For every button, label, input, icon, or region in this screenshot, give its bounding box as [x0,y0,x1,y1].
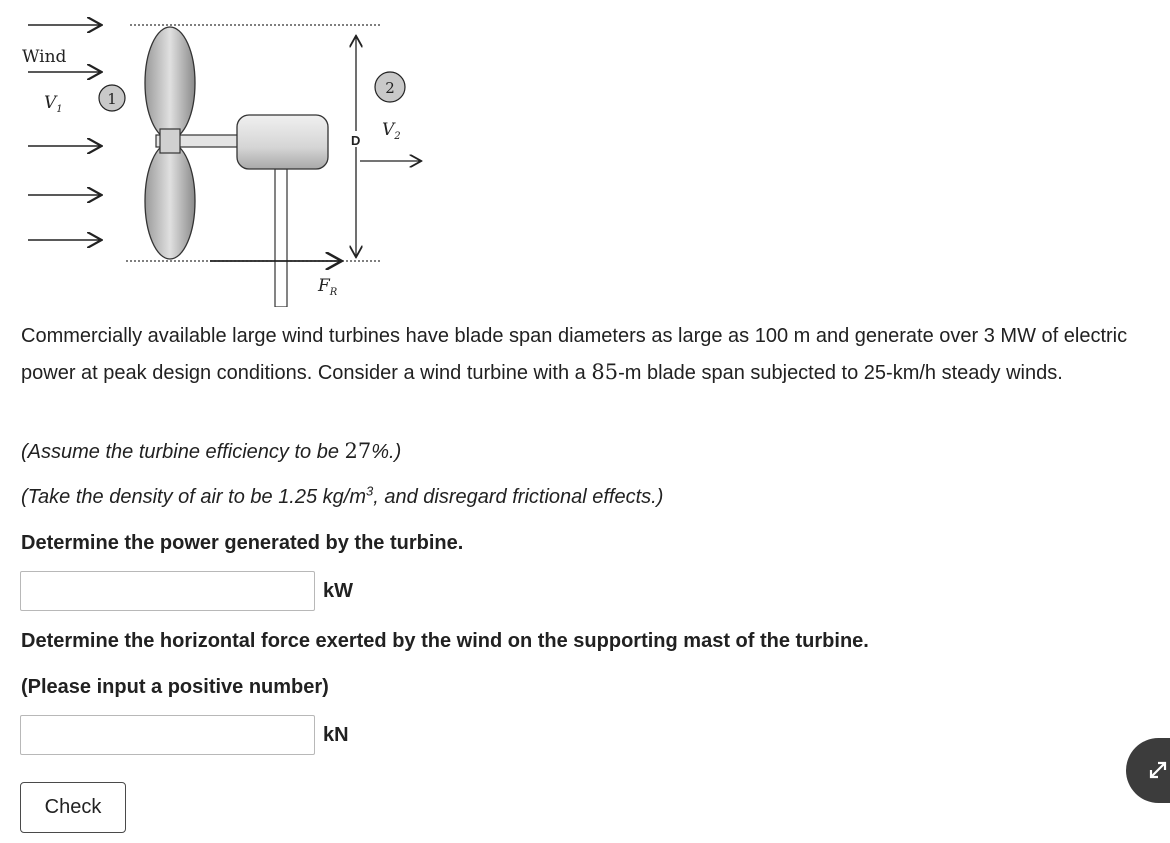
svg-text:1: 1 [107,90,117,108]
v1-label: $V_1$ [44,93,63,115]
problem-statement: Commercially available large wind turbines have blade span diameters as large as 100 m and generate over 3 MW of electric power at peak design conditions. Consider a wind turbine with a 85-m blade span subjected to 25-km/h steady winds. [21,325,1128,384]
expand-button[interactable] [1126,738,1170,803]
power-unit: kW [323,580,353,602]
efficiency-value: 27 [344,439,372,463]
expand-arrows-icon [1148,760,1168,780]
density-note: (Take the density of air to be 1.25 $kg/m^3$, and disregard frictional effects.) [21,483,664,508]
force-answer-input[interactable] [20,715,315,755]
mast [275,169,287,307]
check-button[interactable]: Check [20,782,126,833]
blade-span-value: 85 [591,360,619,384]
efficiency-assumption: (Assume the turbine efficiency to be 27%.) [21,439,402,463]
question-force: Determine the horizontal force exerted by the wind on the supporting mast of the turbine. [21,630,869,652]
positive-number-hint: (Please input a positive number) [21,676,329,698]
force-label: $F_R$ [318,276,338,298]
v2-label: $V_2$ [382,120,401,142]
force-unit: kN [323,724,349,746]
wind-label: Wind [22,47,67,67]
nacelle [237,115,328,169]
wind-turbine-diagram [20,11,429,307]
diameter-label: D [351,133,361,148]
power-answer-input[interactable] [20,571,315,611]
svg-text:2: 2 [385,79,395,97]
blade-root [160,129,180,153]
question-power: Determine the power generated by the turbine. [21,532,464,554]
upper-blade [145,27,195,139]
lower-blade [145,143,195,259]
wind-turbine-figure [20,11,429,307]
